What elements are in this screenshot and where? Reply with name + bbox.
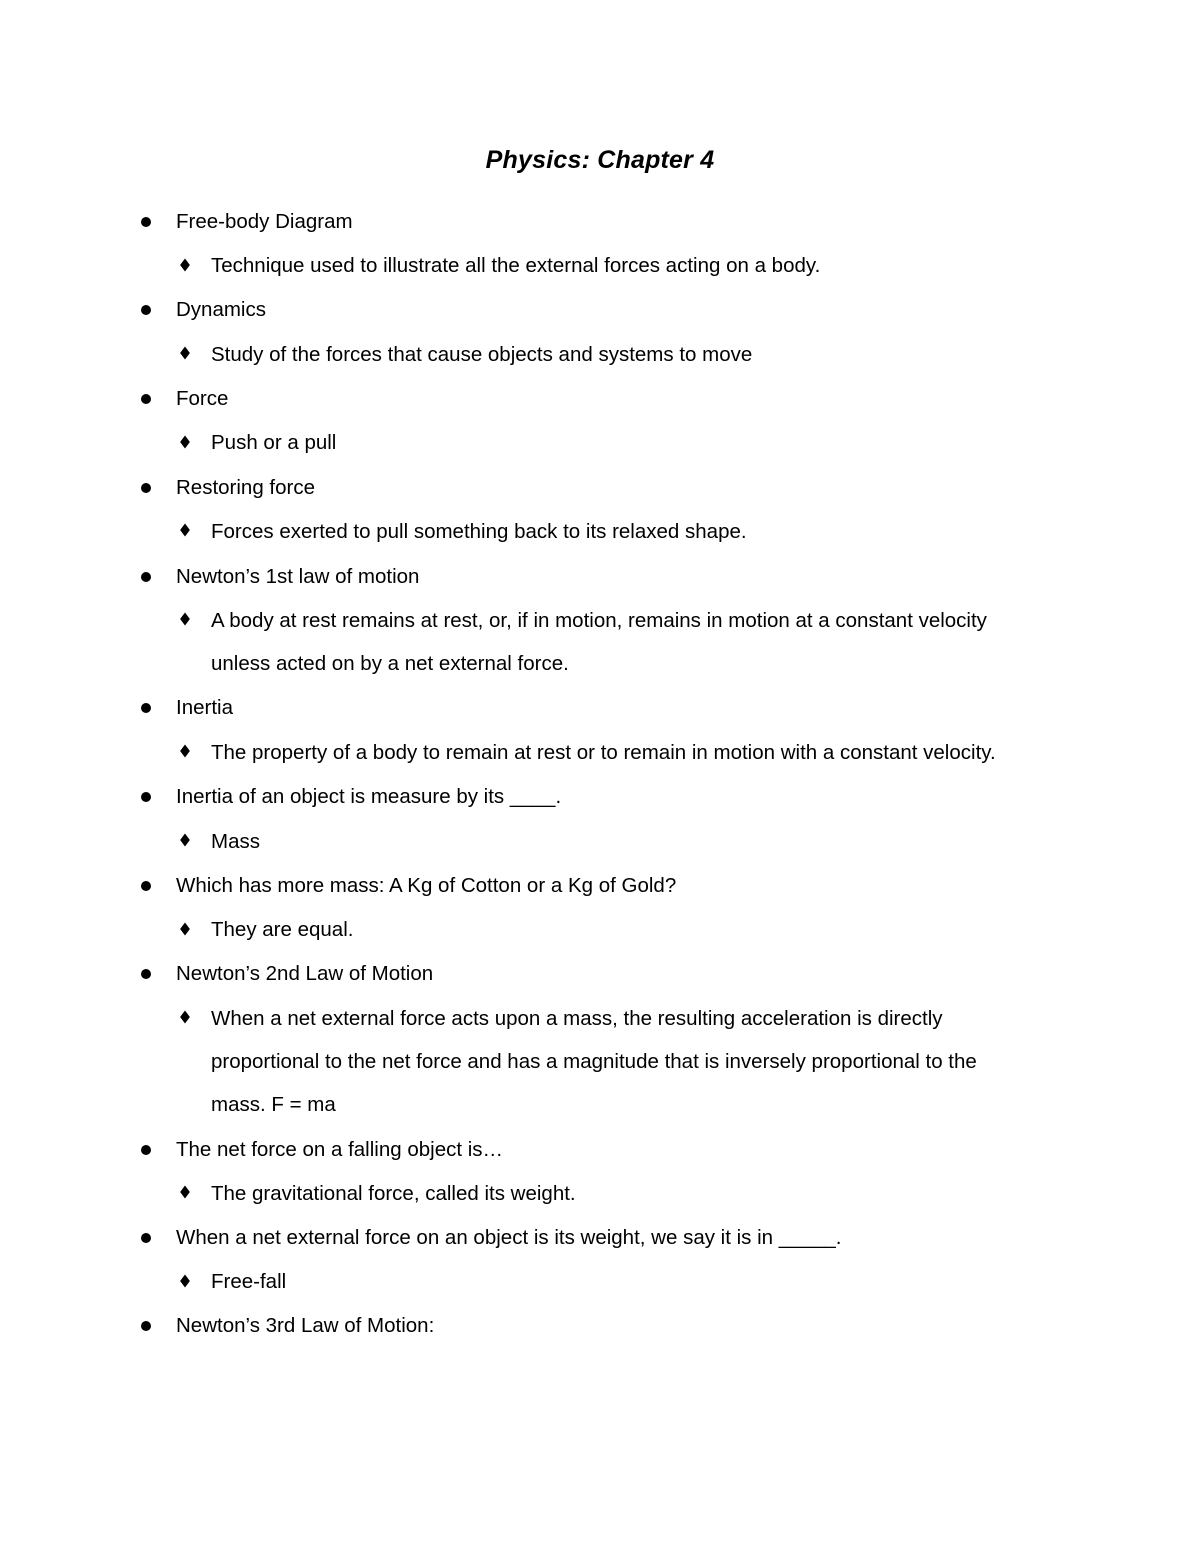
diamond-bullet-icon — [178, 1276, 192, 1290]
list-item-detail: Free-fall — [211, 1270, 287, 1293]
list-item-detail: proportional to the net force and has a magnitude that is inversely proportional to the — [211, 1050, 977, 1073]
bullet-icon — [141, 305, 153, 317]
list-item-detail: Technique used to illustrate all the external forces acting on a body. — [211, 254, 821, 277]
list-item-detail: The property of a body to remain at rest or to remain in motion with a constant velocity. — [211, 741, 996, 764]
list-item-detail: Mass — [211, 830, 260, 853]
list-item-detail: Study of the forces that cause objects and systems to move — [211, 343, 753, 366]
list-item-term: Free-body Diagram — [176, 210, 353, 233]
diamond-bullet-icon — [178, 348, 192, 362]
bullet-icon — [141, 969, 153, 981]
diamond-bullet-icon — [178, 525, 192, 539]
list-item-detail: A body at rest remains at rest, or, if in motion, remains in motion at a constant velocity — [211, 609, 987, 632]
list-item-term: The net force on a falling object is… — [176, 1138, 504, 1161]
bullet-icon — [141, 394, 153, 406]
diamond-bullet-icon — [178, 835, 192, 849]
bullet-icon — [141, 1145, 153, 1157]
list-item-detail: They are equal. — [211, 918, 354, 941]
list-item-term: Inertia — [176, 696, 233, 719]
list-item-detail: Push or a pull — [211, 431, 337, 454]
bullet-icon — [141, 572, 153, 584]
diamond-bullet-icon — [178, 746, 192, 760]
list-item-detail: mass. F = ma — [211, 1093, 336, 1116]
list-item-term: When a net external force on an object is its weight, we say it is in _____. — [176, 1226, 842, 1249]
list-item-term: Which has more mass: A Kg of Cotton or a Kg of Gold? — [176, 874, 677, 897]
list-item-term: Dynamics — [176, 298, 266, 321]
bullet-icon — [141, 483, 153, 495]
list-item-detail: When a net external force acts upon a mass, the resulting acceleration is directly — [211, 1007, 943, 1030]
bullet-icon — [141, 703, 153, 715]
bullet-icon — [141, 881, 153, 893]
list-item-term: Force — [176, 387, 229, 410]
diamond-bullet-icon — [178, 924, 192, 938]
diamond-bullet-icon — [178, 614, 192, 628]
list-item-term: Newton’s 2nd Law of Motion — [176, 962, 434, 985]
bullet-icon — [141, 217, 153, 229]
page-title: Physics: Chapter 4 — [485, 146, 715, 174]
diamond-bullet-icon — [178, 260, 192, 274]
list-item-detail: unless acted on by a net external force. — [211, 652, 569, 675]
list-item-detail: The gravitational force, called its weight. — [211, 1182, 576, 1205]
bullet-icon — [141, 792, 153, 804]
list-item-detail: Forces exerted to pull something back to its relaxed shape. — [211, 520, 747, 543]
list-item-term: Newton’s 1st law of motion — [176, 565, 420, 588]
list-item-term: Inertia of an object is measure by its ____. — [176, 785, 562, 808]
list-item-term: Newton’s 3rd Law of Motion: — [176, 1314, 435, 1337]
diamond-bullet-icon — [178, 1187, 192, 1201]
diamond-bullet-icon — [178, 437, 192, 451]
bullet-icon — [141, 1321, 153, 1333]
list-item-term: Restoring force — [176, 476, 316, 499]
diamond-bullet-icon — [178, 1012, 192, 1026]
bullet-icon — [141, 1233, 153, 1245]
